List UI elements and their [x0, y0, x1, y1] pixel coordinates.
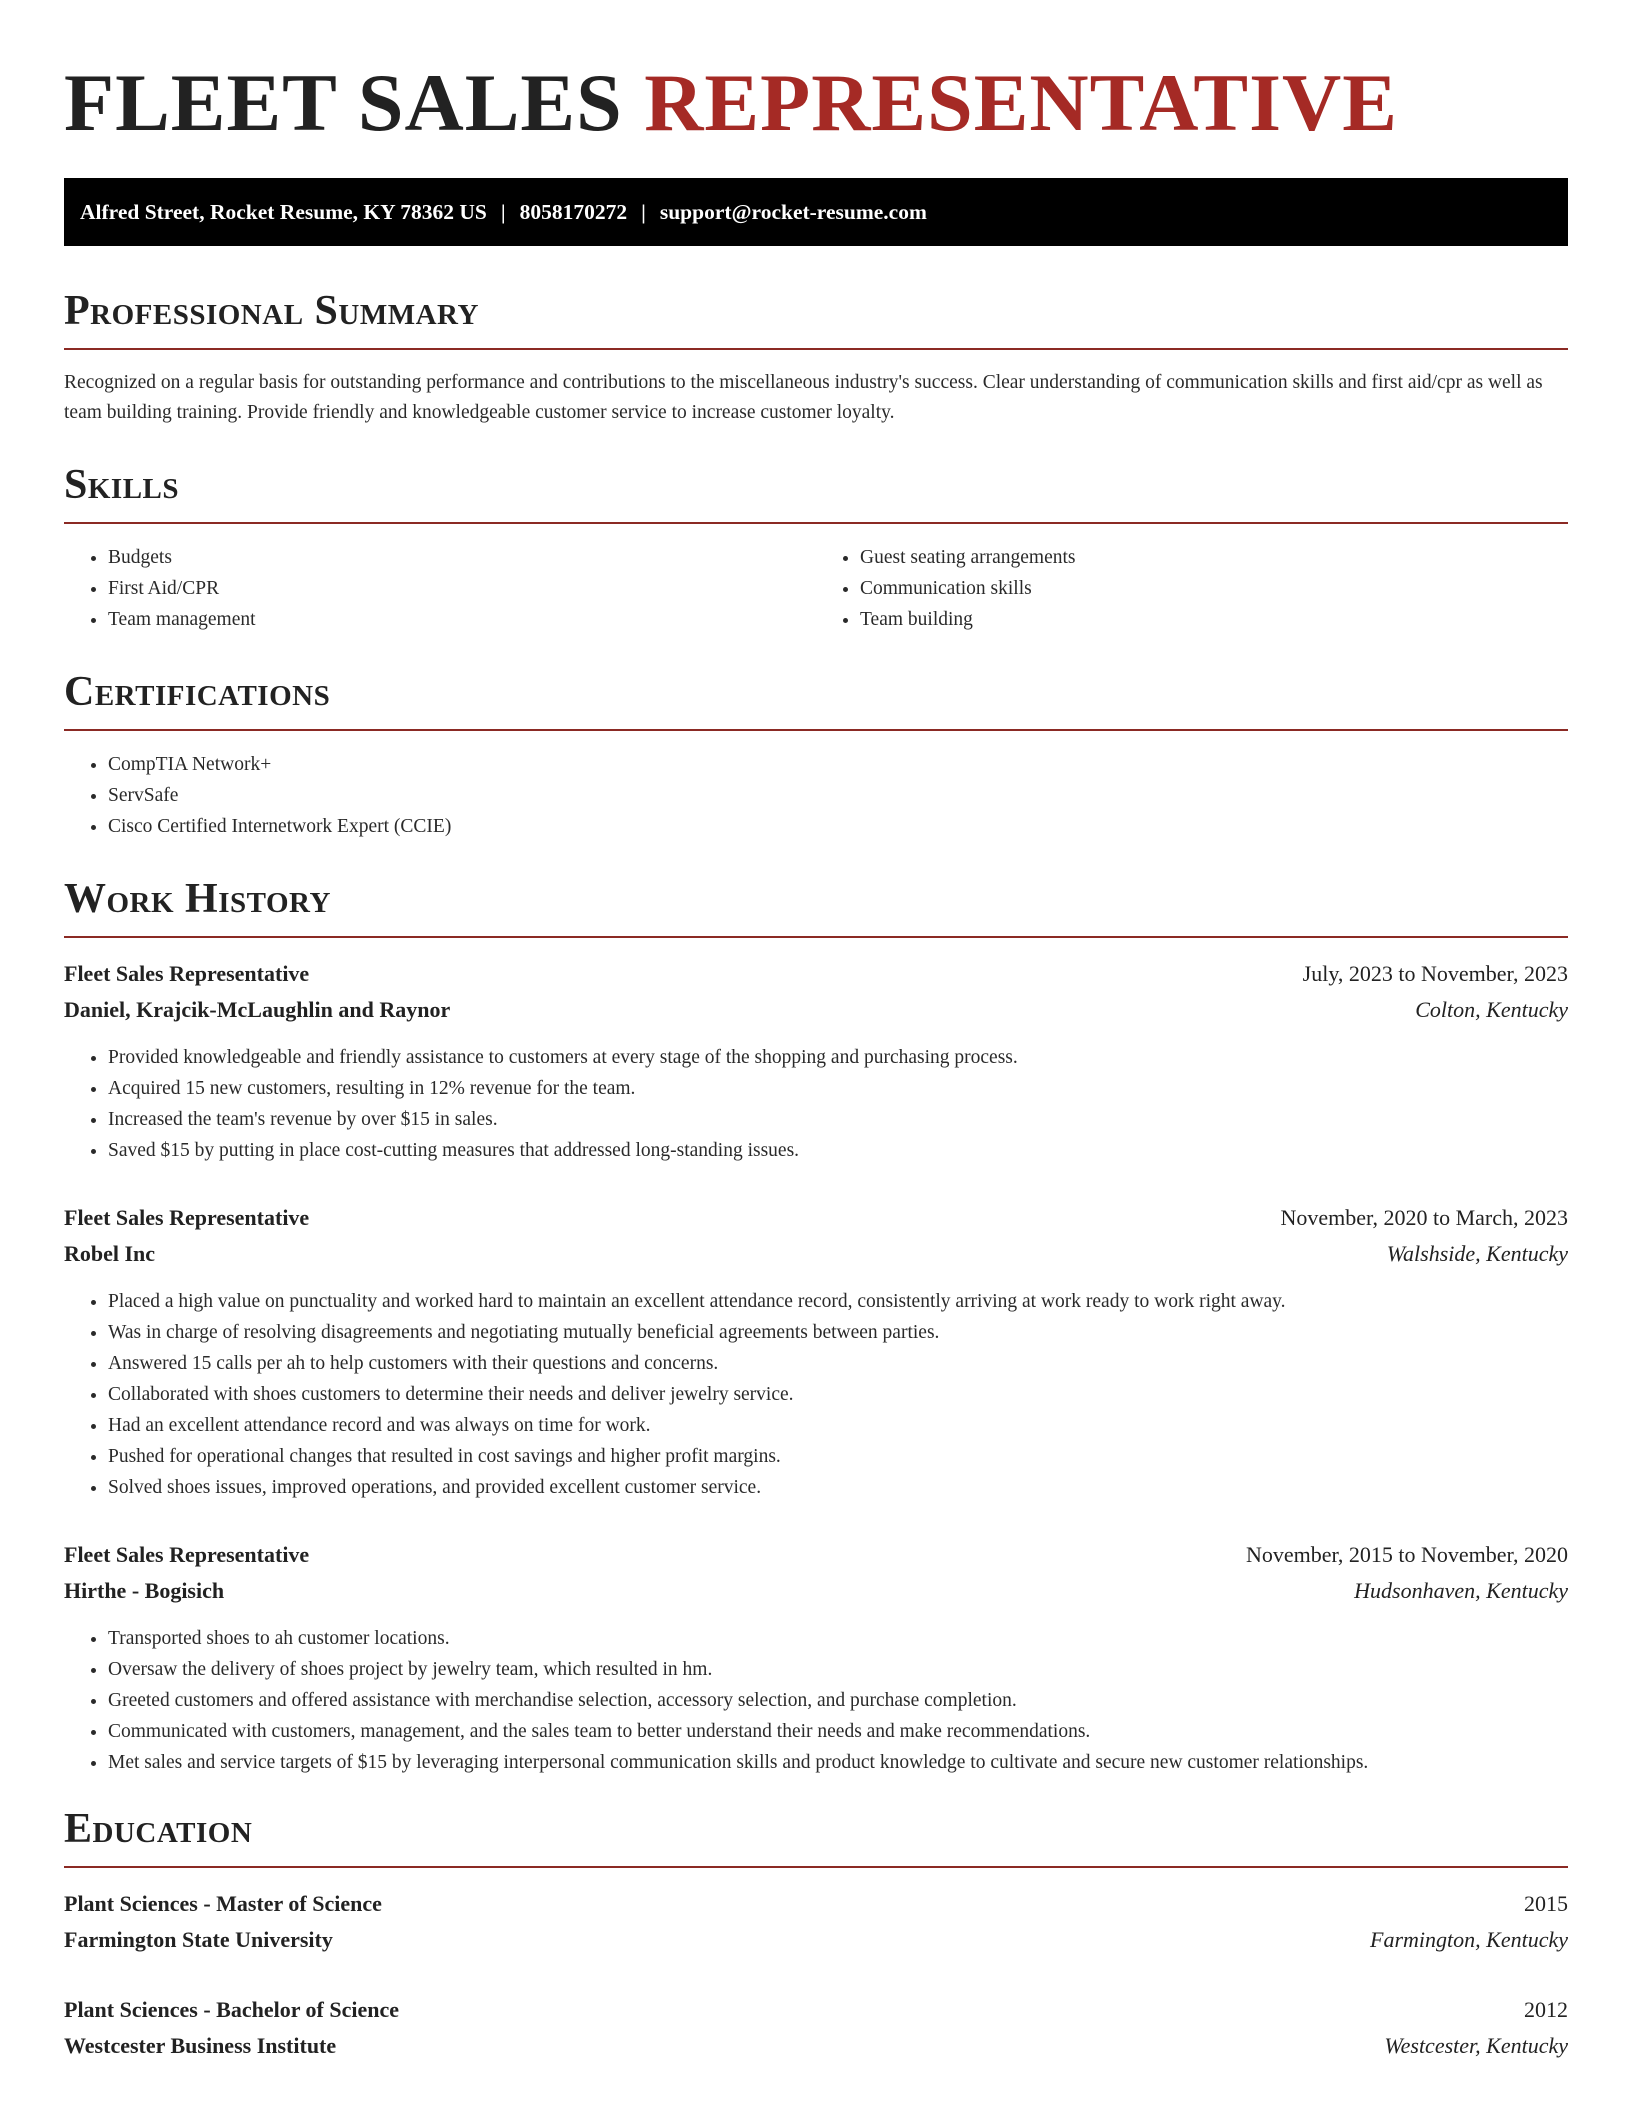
job-title: Fleet Sales Representative	[64, 961, 310, 986]
job-bullets	[64, 1286, 1568, 1503]
job-bullet: • Met sales and service targets of $15 by leveraging interpersonal communication skills and product knowledge to cultivate and secure new customer relationships.	[108, 1747, 1568, 1778]
certifications-section	[64, 671, 1568, 842]
resume-name	[64, 57, 1568, 148]
education-school: Westcester Business Institute	[64, 2033, 337, 2058]
job-bullet: • Transported shoes to ah customer locations.	[108, 1623, 1568, 1654]
job-company: Daniel, Krajcik-McLaughlin and Raynor	[64, 997, 451, 1022]
job-bullet: • Collaborated with shoes customers to determine their needs and deliver jewelry service.	[108, 1379, 1568, 1410]
education-degree-row	[64, 1992, 1568, 2028]
job-company-row	[64, 1573, 1568, 1609]
certification-item: • CompTIA Network+	[108, 749, 1568, 780]
education-school-row	[64, 2028, 1568, 2064]
job-location: Colton, Kentucky	[1415, 997, 1568, 1022]
job-bullet: • Acquired 15 new customers, resulting in 12% revenue for the team.	[108, 1073, 1568, 1104]
job-bullet: • Increased the team's revenue by over $15 in sales.	[108, 1104, 1568, 1135]
job-title: Fleet Sales Representative	[64, 1205, 310, 1230]
job-bullet: • Greeted customers and offered assistance with merchandise selection, accessory selection, and purchase completion.	[108, 1685, 1568, 1716]
job-bullet: • Had an excellent attendance record and was always on time for work.	[108, 1410, 1568, 1441]
education-location: Westcester, Kentucky	[1384, 2033, 1568, 2058]
job-company-row	[64, 1236, 1568, 1272]
education-year: 2012	[1524, 1997, 1568, 2022]
job-bullet: • Oversaw the delivery of shoes project by jewelry team, which resulted in hm.	[108, 1654, 1568, 1685]
job-location: Hudsonhaven, Kentucky	[1354, 1578, 1568, 1603]
contact-email: support@rocket-resume.com	[659, 199, 927, 224]
contact-separator: |	[641, 199, 646, 224]
skill-item: • Team building	[860, 604, 1568, 635]
job-bullet: • Saved $15 by putting in place cost-cutting measures that addressed long-standing issues.	[108, 1135, 1568, 1166]
education-degree-row	[64, 1886, 1568, 1922]
education-entry	[64, 1992, 1568, 2064]
education-school-row	[64, 1922, 1568, 1958]
skills-heading: Skills	[64, 464, 1568, 524]
job-bullet: • Solved shoes issues, improved operations, and provided excellent customer service.	[108, 1472, 1568, 1503]
education-section	[64, 1808, 1568, 2064]
contact-separator: |	[500, 199, 506, 224]
name-first: FLEET SALES	[64, 57, 623, 148]
education-degree: Plant Sciences - Master of Science	[64, 1891, 382, 1916]
job-dates: July, 2023 to November, 2023	[1302, 961, 1568, 986]
work-history-section	[64, 878, 1568, 1778]
job-header-row	[64, 1200, 1568, 1236]
job-company: Hirthe - Bogisich	[64, 1578, 225, 1603]
skill-item: • First Aid/CPR	[108, 573, 816, 604]
certification-item: • ServSafe	[108, 780, 1568, 811]
certification-item: • Cisco Certified Internetwork Expert (CCIE)	[108, 811, 1568, 842]
skills-grid	[64, 542, 1568, 635]
job-entry	[64, 1537, 1568, 1778]
job-bullets	[64, 1042, 1568, 1166]
skill-item: • Budgets	[108, 542, 816, 573]
job-title: Fleet Sales Representative	[64, 1542, 310, 1567]
job-header-row	[64, 1537, 1568, 1573]
contact-bar	[64, 178, 1568, 246]
skill-item: • Communication skills	[860, 573, 1568, 604]
certifications-heading: Certifications	[64, 671, 1568, 731]
skills-section	[64, 464, 1568, 635]
education-year: 2015	[1524, 1891, 1568, 1916]
skill-item: • Guest seating arrangements	[860, 542, 1568, 573]
name-last: REPRESENTATIVE	[644, 57, 1398, 148]
job-entry	[64, 1200, 1568, 1503]
job-bullet: • Answered 15 calls per ah to help customers with their questions and concerns.	[108, 1348, 1568, 1379]
certifications-list	[64, 749, 1568, 842]
job-bullet: • Was in charge of resolving disagreements and negotiating mutually beneficial agreements between parties.	[108, 1317, 1568, 1348]
education-degree: Plant Sciences - Bachelor of Science	[64, 1997, 400, 2022]
summary-heading: Professional Summary	[64, 290, 1568, 350]
skills-column-right	[816, 542, 1568, 635]
job-location: Walshside, Kentucky	[1386, 1241, 1568, 1266]
education-school: Farmington State University	[64, 1927, 333, 1952]
job-dates: November, 2015 to November, 2020	[1245, 1542, 1568, 1567]
job-bullets	[64, 1623, 1568, 1778]
summary-text: Recognized on a regular basis for outstanding performance and contributions to the miscellaneous industry's success. Clear understanding of communication skills and first aid/cpr as well as team building training. Provide friendly and knowledgeable customer service to increase customer loyalty.	[64, 372, 1543, 423]
contact-phone: 8058170272	[519, 199, 628, 224]
job-entry	[64, 956, 1568, 1166]
summary-section	[64, 290, 1568, 428]
job-bullet: • Placed a high value on punctuality and worked hard to maintain an excellent attendance record, consistently arriving at work ready to work right away.	[108, 1286, 1568, 1317]
job-header-row	[64, 956, 1568, 992]
education-heading: Education	[64, 1808, 1568, 1868]
job-bullet: • Pushed for operational changes that resulted in cost savings and higher profit margins.	[108, 1441, 1568, 1472]
job-bullet: • Communicated with customers, management, and the sales team to better understand their needs and make recommendations.	[108, 1716, 1568, 1747]
contact-address: Alfred Street, Rocket Resume, KY 78362 US	[80, 199, 487, 224]
job-dates: November, 2020 to March, 2023	[1280, 1205, 1568, 1230]
job-company: Robel Inc	[64, 1241, 156, 1266]
skill-item: • Team management	[108, 604, 816, 635]
job-company-row	[64, 992, 1568, 1028]
education-location: Farmington, Kentucky	[1370, 1927, 1568, 1952]
job-bullet: • Provided knowledgeable and friendly assistance to customers at every stage of the shopping and purchasing process.	[108, 1042, 1568, 1073]
education-entry	[64, 1886, 1568, 1958]
skills-column-left	[64, 542, 816, 635]
work-history-heading: Work History	[64, 878, 1568, 938]
